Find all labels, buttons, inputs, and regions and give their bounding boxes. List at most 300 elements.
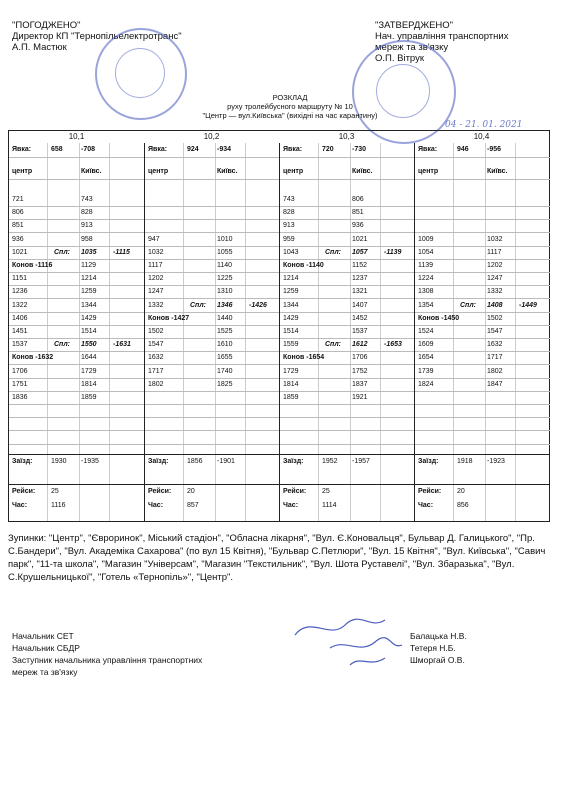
row-line	[9, 338, 144, 339]
row-line	[9, 246, 144, 247]
time-value: 857	[187, 502, 199, 509]
column-divider	[453, 143, 454, 521]
route-block	[279, 143, 415, 521]
zaizd-to: -1935	[81, 458, 99, 465]
column-divider	[79, 143, 80, 521]
table-cell: 1609	[418, 341, 434, 349]
row-line	[415, 338, 550, 339]
table-cell: 1140	[217, 262, 233, 269]
stops-list: Зупинки: "Центр", "Євроринок", Міський стадіон", "Обласна лікарня", "Вул. Є.Коновальця", Бульвар Д. Галицького", "Пр. С.Бандери", "Вул. Академіка Сахарова" (по вул 15 Квітня), "Бульвар С.Петлюри", "Вул. 15 Квітня", "Вул. Київська", "Савич парк", "11-та школа", "Магазин "Універсам", "Магазин "Текстильник", "Вул. Шота Руставелі", "Вул. Збаразька", "Вул. С.Крушельницької", "Готель «Тернопіль»", "Центр".	[8, 533, 546, 583]
table-cell: 1717	[487, 354, 503, 362]
row-line	[415, 484, 550, 485]
row-line	[145, 484, 280, 485]
column-label-kyiv: Київс.	[217, 168, 238, 175]
table-cell: 1921	[352, 394, 368, 401]
column-label-center: центр	[418, 168, 439, 175]
row-line	[145, 454, 280, 455]
row-line	[145, 206, 280, 207]
table-cell: 1814	[81, 380, 97, 388]
zaizd-label: Заїзд:	[148, 458, 169, 465]
row-line	[9, 312, 144, 313]
row-line	[415, 298, 550, 299]
table-cell: 1537	[352, 328, 368, 335]
table-cell: 1237	[352, 275, 368, 283]
row-line	[415, 272, 550, 273]
table-cell: 1612	[352, 341, 368, 349]
title-line-2: руху тролейбусного маршруту № 10	[227, 102, 353, 111]
table-cell: 1739	[418, 367, 434, 375]
row-line	[145, 157, 280, 158]
table-cell: 1814	[283, 380, 299, 388]
row-line	[415, 454, 550, 455]
table-cell: 1308	[418, 288, 434, 296]
table-cell: 1032	[487, 235, 503, 243]
signature-right-block	[410, 630, 560, 666]
table-cell: 1729	[283, 367, 299, 375]
table-cell: 1057	[352, 248, 368, 256]
route-header: 10,1	[68, 132, 85, 141]
row-line	[145, 179, 280, 180]
table-cell: 1332	[487, 288, 503, 296]
table-cell: 1547	[487, 328, 503, 335]
row-line	[145, 325, 280, 326]
table-cell: 1346	[217, 301, 233, 309]
row-line	[9, 404, 144, 405]
time-value: 856	[457, 502, 469, 509]
row-line	[145, 378, 280, 379]
row-line	[280, 312, 415, 313]
row-line	[280, 232, 415, 233]
column-divider	[318, 143, 319, 521]
zaizd-to: -1923	[487, 458, 505, 465]
yavka-from: 946	[457, 146, 469, 153]
sig-left-2: Начальник СБДР	[12, 643, 80, 653]
trips-value: 20	[457, 488, 465, 495]
yavka-label: Явка:	[418, 146, 438, 153]
zaizd-from: 1952	[322, 458, 338, 465]
table-cell: 1740	[217, 367, 233, 375]
zaizd-label: Заїзд:	[283, 458, 304, 465]
row-line	[280, 272, 415, 273]
trips-label: Рейси:	[12, 488, 36, 495]
table-cell: Конов -1116	[12, 262, 53, 269]
row-line	[280, 351, 415, 352]
table-cell: 1514	[283, 328, 299, 335]
row-line	[280, 246, 415, 247]
column-divider	[485, 143, 486, 521]
row-line	[9, 272, 144, 273]
table-cell: 1344	[81, 301, 97, 309]
table-cell: 1706	[352, 354, 368, 362]
table-cell: 1525	[217, 328, 233, 335]
row-line	[145, 246, 280, 247]
table-cell: -1653	[384, 341, 402, 349]
row-line	[9, 232, 144, 233]
table-cell: 1524	[418, 328, 434, 335]
table-cell: 1559	[283, 341, 299, 349]
table-cell: 1035	[81, 248, 97, 256]
sig-right-2: Тетеря Н.Б.	[410, 643, 456, 653]
table-cell: 1129	[81, 262, 97, 269]
column-label-center: центр	[148, 168, 169, 175]
table-cell: Конов -1427	[148, 314, 190, 322]
table-cell: 936	[352, 222, 364, 230]
approval-right-name: О.П. Вітрук	[375, 53, 425, 64]
time-label: Час:	[148, 502, 164, 509]
row-line	[9, 219, 144, 220]
table-cell: 1214	[81, 275, 97, 283]
row-line	[280, 391, 415, 392]
route-block	[9, 143, 144, 521]
table-cell: -1115	[113, 248, 130, 256]
approval-right-position-1: Нач. управління транспортних	[375, 31, 509, 42]
row-line	[9, 417, 144, 418]
table-cell: 1644	[81, 354, 97, 362]
column-divider	[47, 143, 48, 521]
row-line	[415, 285, 550, 286]
table-cell: 1010	[217, 235, 233, 243]
table-cell: 1139	[418, 262, 434, 269]
table-cell: 913	[81, 222, 93, 230]
row-line	[9, 157, 144, 158]
row-line	[145, 404, 280, 405]
column-label-center: центр	[283, 168, 304, 175]
row-line	[280, 298, 415, 299]
trips-label: Рейси:	[148, 488, 172, 495]
zaizd-from: 1856	[187, 458, 203, 465]
row-line	[9, 378, 144, 379]
table-cell: 1847	[487, 380, 503, 388]
table-cell: 1706	[12, 367, 28, 375]
row-line	[145, 219, 280, 220]
time-label: Час:	[418, 502, 434, 509]
sig-left-1: Начальник СЕТ	[12, 631, 74, 641]
table-cell: Спл:	[54, 248, 71, 256]
row-line	[9, 454, 144, 455]
row-line	[415, 378, 550, 379]
column-divider	[380, 143, 381, 521]
table-cell: 1321	[352, 288, 368, 296]
table-cell: 1717	[148, 367, 164, 375]
yavka-to: -708	[81, 146, 96, 153]
time-value: 1114	[322, 502, 337, 509]
table-cell: 913	[283, 222, 295, 230]
table-cell: Конов -1632	[12, 354, 54, 362]
table-cell: -1449	[519, 301, 537, 309]
table-cell: 851	[352, 209, 364, 217]
table-cell: 828	[81, 209, 93, 217]
column-label-kyiv: Київс.	[352, 168, 373, 175]
table-cell: 1021	[12, 248, 28, 256]
table-cell: Спл:	[325, 341, 342, 349]
row-line	[280, 430, 415, 431]
row-line	[415, 391, 550, 392]
route-block	[414, 143, 550, 521]
row-line	[415, 404, 550, 405]
table-cell: Конов -1450	[418, 314, 460, 322]
approval-right-title: "ЗАТВЕРДЖЕНО"	[375, 20, 454, 31]
table-cell: 1610	[217, 341, 233, 349]
row-line	[415, 325, 550, 326]
sig-left-4: мереж та зв'язку	[12, 667, 78, 677]
zaizd-from: 1918	[457, 458, 473, 465]
yavka-label: Явка:	[148, 146, 168, 153]
yavka-from: 658	[51, 146, 63, 153]
table-cell: 1408	[487, 301, 503, 309]
table-cell: 1152	[352, 262, 368, 269]
row-line	[280, 219, 415, 220]
table-cell: 936	[12, 235, 24, 243]
table-cell: 1202	[487, 262, 503, 269]
row-line	[145, 259, 280, 260]
table-cell: 1332	[148, 301, 164, 309]
table-cell: 1550	[81, 341, 97, 349]
table-cell: 828	[283, 209, 295, 217]
handwritten-date: 04 - 21. 01. 2021	[445, 120, 523, 130]
route-header: 10,4	[473, 132, 490, 141]
table-cell: 1655	[217, 354, 233, 362]
column-label-kyiv: Київс.	[81, 168, 102, 175]
row-line	[145, 364, 280, 365]
row-line	[415, 206, 550, 207]
time-label: Час:	[283, 502, 299, 509]
table-cell: 1547	[148, 341, 164, 349]
column-divider	[350, 143, 351, 521]
zaizd-from: 1930	[51, 458, 67, 465]
row-line	[280, 338, 415, 339]
handwritten-signatures	[290, 610, 410, 670]
row-line	[280, 179, 415, 180]
row-line	[280, 285, 415, 286]
row-line	[415, 364, 550, 365]
table-cell: 1055	[217, 248, 233, 256]
signature-left-block	[12, 630, 292, 678]
row-line	[280, 206, 415, 207]
table-cell: 1802	[148, 380, 164, 388]
row-line	[145, 351, 280, 352]
time-label: Час:	[12, 502, 28, 509]
row-line	[9, 179, 144, 180]
table-cell: 947	[148, 235, 160, 243]
column-divider	[109, 143, 110, 521]
table-cell: Спл:	[190, 301, 207, 309]
row-line	[280, 325, 415, 326]
table-cell: 1751	[12, 380, 28, 388]
table-cell: 1151	[12, 275, 28, 283]
trips-value: 25	[51, 488, 59, 495]
table-cell: 743	[81, 196, 93, 203]
table-cell: 958	[81, 235, 93, 243]
table-cell: 1632	[148, 354, 164, 362]
row-line	[280, 259, 415, 260]
table-cell: Конов -1654	[283, 354, 325, 362]
row-line	[280, 454, 415, 455]
row-line	[280, 484, 415, 485]
table-cell: 1632	[487, 341, 503, 349]
row-line	[280, 444, 415, 445]
table-cell: 1502	[148, 328, 164, 335]
zaizd-to: -1901	[217, 458, 235, 465]
table-cell: 1654	[418, 354, 434, 362]
row-line	[415, 430, 550, 431]
table-cell: 1117	[487, 248, 502, 256]
table-cell: 1514	[81, 328, 97, 335]
table-cell: 1406	[12, 314, 28, 322]
table-cell: 1344	[283, 301, 299, 309]
table-cell: 721	[12, 196, 24, 203]
table-cell: 1429	[81, 314, 97, 322]
row-line	[415, 246, 550, 247]
column-divider	[515, 143, 516, 521]
column-divider	[183, 143, 184, 521]
zaizd-label: Заїзд:	[12, 458, 33, 465]
table-cell: 1043	[283, 248, 299, 256]
yavka-label: Явка:	[283, 146, 303, 153]
row-line	[9, 484, 144, 485]
row-line	[280, 364, 415, 365]
table-cell: 1236	[12, 288, 28, 296]
table-cell: 1225	[217, 275, 233, 283]
row-line	[9, 298, 144, 299]
table-cell: 1802	[487, 367, 503, 375]
row-line	[9, 351, 144, 352]
table-cell: 1407	[352, 301, 368, 309]
table-cell: -1426	[249, 301, 267, 309]
row-line	[9, 391, 144, 392]
trips-value: 20	[187, 488, 195, 495]
approval-left-position: Директор КП "Тернопільелектротранс"	[12, 31, 182, 42]
row-line	[9, 285, 144, 286]
trips-value: 25	[322, 488, 330, 495]
approval-left-name: А.П. Мастюк	[12, 42, 67, 53]
table-cell: 1117	[148, 262, 163, 269]
row-line	[9, 444, 144, 445]
zaizd-to: -1957	[352, 458, 370, 465]
row-line	[415, 351, 550, 352]
table-cell: 1502	[487, 314, 503, 322]
row-line	[415, 417, 550, 418]
document-title	[170, 93, 410, 120]
sig-right-1: Балацька Н.В.	[410, 631, 467, 641]
table-cell: 806	[12, 209, 24, 217]
row-line	[9, 259, 144, 260]
table-cell: 1021	[352, 235, 368, 243]
row-line	[9, 430, 144, 431]
table-cell: 1752	[352, 367, 368, 375]
column-divider	[215, 143, 216, 521]
table-cell: 1825	[217, 380, 233, 388]
table-cell: 1836	[12, 394, 28, 401]
row-line	[145, 444, 280, 445]
route-header: 10,2	[203, 132, 220, 141]
table-cell: 1322	[12, 301, 28, 309]
time-value: 1116	[51, 502, 66, 509]
table-cell: 1259	[283, 288, 299, 296]
row-line	[145, 430, 280, 431]
row-line	[145, 285, 280, 286]
table-cell: 1859	[283, 394, 299, 401]
table-cell: 1032	[148, 248, 164, 256]
table-cell: Спл:	[54, 341, 71, 349]
title-line-3: "Центр — вул.Київська" (вихідні на час карантину)	[202, 111, 378, 120]
table-cell: 851	[12, 222, 24, 230]
table-cell: 1729	[81, 367, 97, 375]
row-line	[145, 312, 280, 313]
row-line	[280, 417, 415, 418]
table-cell: 1054	[418, 248, 434, 256]
sig-right-3: Шморгай О.В.	[410, 655, 465, 665]
table-cell: 959	[283, 235, 295, 243]
table-cell: 1429	[283, 314, 299, 322]
table-cell: -1139	[384, 248, 402, 256]
table-cell: -1631	[113, 341, 131, 349]
table-cell: 1259	[81, 288, 97, 296]
table-cell: 1837	[352, 380, 368, 388]
row-line	[9, 206, 144, 207]
row-line	[415, 312, 550, 313]
yavka-from: 924	[187, 146, 199, 153]
yavka-from: 720	[322, 146, 334, 153]
table-cell: 1440	[217, 314, 233, 322]
row-line	[145, 272, 280, 273]
table-cell: 806	[352, 196, 364, 203]
trips-label: Рейси:	[418, 488, 442, 495]
table-cell: Спл:	[460, 301, 477, 309]
route-block	[144, 143, 280, 521]
row-line	[145, 298, 280, 299]
table-cell: 1824	[418, 380, 434, 388]
title-line-1: РОЗКЛАД	[272, 93, 308, 102]
row-line	[415, 259, 550, 260]
table-cell: Спл:	[325, 248, 342, 256]
row-line	[415, 232, 550, 233]
table-cell: 1452	[352, 314, 368, 322]
row-line	[415, 179, 550, 180]
table-cell: 743	[283, 196, 295, 203]
table-cell: Конов -1140	[283, 262, 324, 269]
row-line	[415, 219, 550, 220]
column-label-kyiv: Київс.	[487, 168, 508, 175]
row-line	[280, 378, 415, 379]
column-label-center: центр	[12, 168, 33, 175]
column-divider	[245, 143, 246, 521]
round-stamp-right	[352, 40, 456, 144]
table-cell: 1202	[148, 275, 164, 283]
table-cell: 1859	[81, 394, 97, 401]
route-header: 10,3	[338, 132, 355, 141]
table-cell: 1310	[217, 288, 233, 296]
row-line	[415, 444, 550, 445]
row-line	[280, 157, 415, 158]
sig-left-3: Заступник начальника управління транспортних	[12, 655, 203, 665]
approval-left-title: "ПОГОДЖЕНО"	[12, 20, 81, 31]
zaizd-label: Заїзд:	[418, 458, 439, 465]
table-cell: 1214	[283, 275, 299, 283]
table-cell: 1354	[418, 301, 434, 309]
table-cell: 1537	[12, 341, 28, 349]
row-line	[415, 157, 550, 158]
table-cell: 1451	[12, 328, 28, 335]
yavka-label: Явка:	[12, 146, 32, 153]
schedule-table	[8, 130, 550, 522]
yavka-to: -956	[487, 146, 502, 153]
row-line	[145, 417, 280, 418]
table-cell: 1009	[418, 235, 434, 243]
row-line	[145, 338, 280, 339]
table-cell: 1224	[418, 275, 434, 283]
trips-label: Рейси:	[283, 488, 307, 495]
table-cell: 1247	[487, 275, 503, 283]
